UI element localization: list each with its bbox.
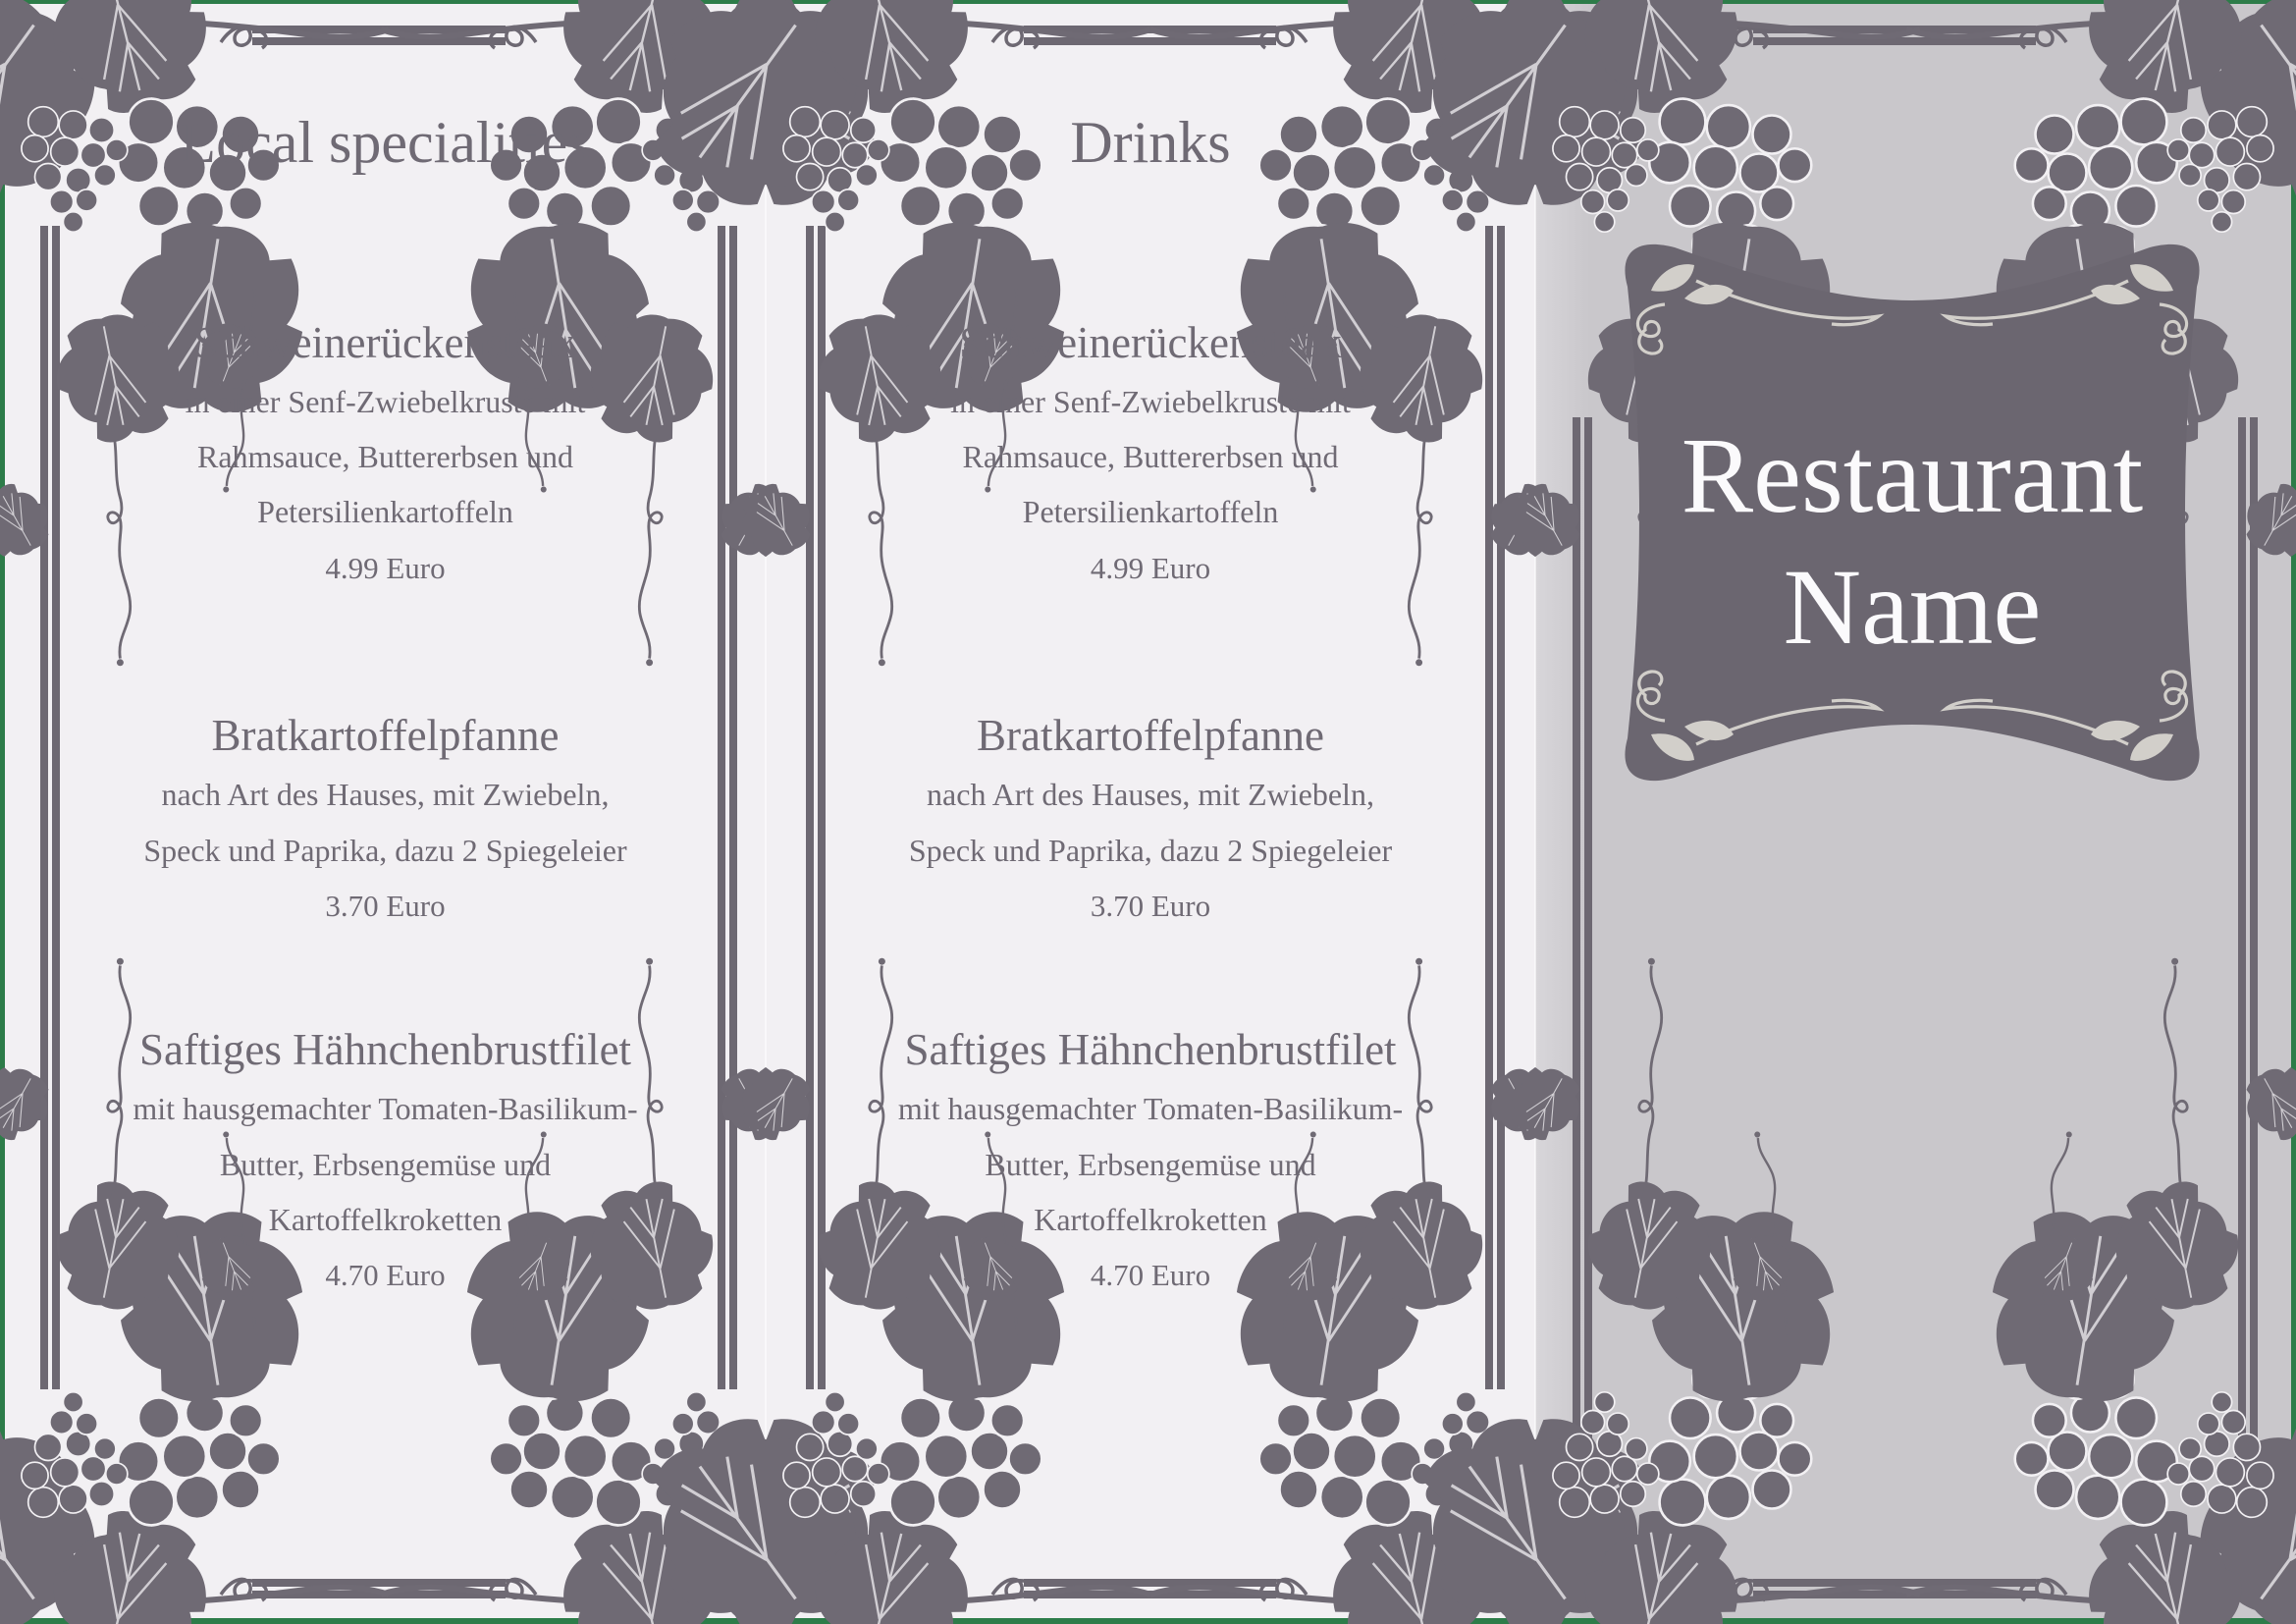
dish-description-line: Speck und Paprika, dazu 2 Spiegeleier: [908, 833, 1393, 868]
dish-price: 4.70 Euro: [1090, 1258, 1211, 1292]
dish-price: 4.70 Euro: [325, 1258, 446, 1292]
dish-description-line: Speck und Paprika, dazu 2 Spiegeleier: [143, 833, 627, 868]
dish-description-line: Butter, Erbsengemüse und: [219, 1147, 552, 1182]
dish-description-line: Petersilienkartoffeln: [257, 494, 513, 529]
dish-description-line: nach Art des Hauses, mit Zwiebeln,: [927, 777, 1374, 812]
dish-description-line: Kartoffelkroketten: [268, 1202, 503, 1237]
menu-heading: Drinks: [1070, 110, 1231, 175]
dish-name: Saftiges Hähnchenbrustfilet: [138, 1025, 632, 1074]
dish-description-line: Rahmsauce, Buttererbsen und: [197, 439, 573, 474]
menu-heading: Local specialities: [180, 110, 591, 175]
dish-description-line: mit hausgemachter Tomaten-Basilikum-: [897, 1091, 1404, 1126]
dish-description-line: Rahmsauce, Buttererbsen und: [962, 439, 1339, 474]
panel-local-specialities: [5, 0, 766, 1624]
dish-price: 4.99 Euro: [1090, 551, 1211, 585]
dish-name: Schweinerückensteak: [959, 318, 1342, 367]
dish-description-line: Petersilienkartoffeln: [1022, 494, 1279, 529]
restaurant-name: [1608, 0, 2216, 1624]
dish-description-line: mit hausgemachter Tomaten-Basilikum-: [133, 1091, 638, 1126]
panel-drinks: [766, 0, 1535, 1624]
dish-description-line: nach Art des Hauses, mit Zwiebeln,: [161, 777, 610, 812]
dish-price: 4.99 Euro: [325, 551, 446, 585]
restaurant-name-line: Restaurant: [1681, 415, 2144, 535]
dish-description-line: Kartoffelkroketten: [1034, 1202, 1267, 1237]
dish-price: 3.70 Euro: [1090, 889, 1211, 923]
restaurant-name-line: Name: [1783, 547, 2042, 667]
dish-name: Schweinerückensteak: [193, 318, 577, 367]
dish-description-line: in einer Senf-Zwiebelkruste mit: [950, 384, 1351, 419]
dish-name: Bratkartoffelpfanne: [211, 711, 560, 760]
dish-name: Saftiges Hähnchenbrustfilet: [904, 1025, 1397, 1074]
dish-price: 3.70 Euro: [325, 889, 446, 923]
dish-description-line: in einer Senf-Zwiebelkruste mit: [185, 384, 586, 419]
dish-description-line: Butter, Erbsengemüse und: [985, 1147, 1316, 1182]
dish-name: Bratkartoffelpfanne: [976, 711, 1324, 760]
